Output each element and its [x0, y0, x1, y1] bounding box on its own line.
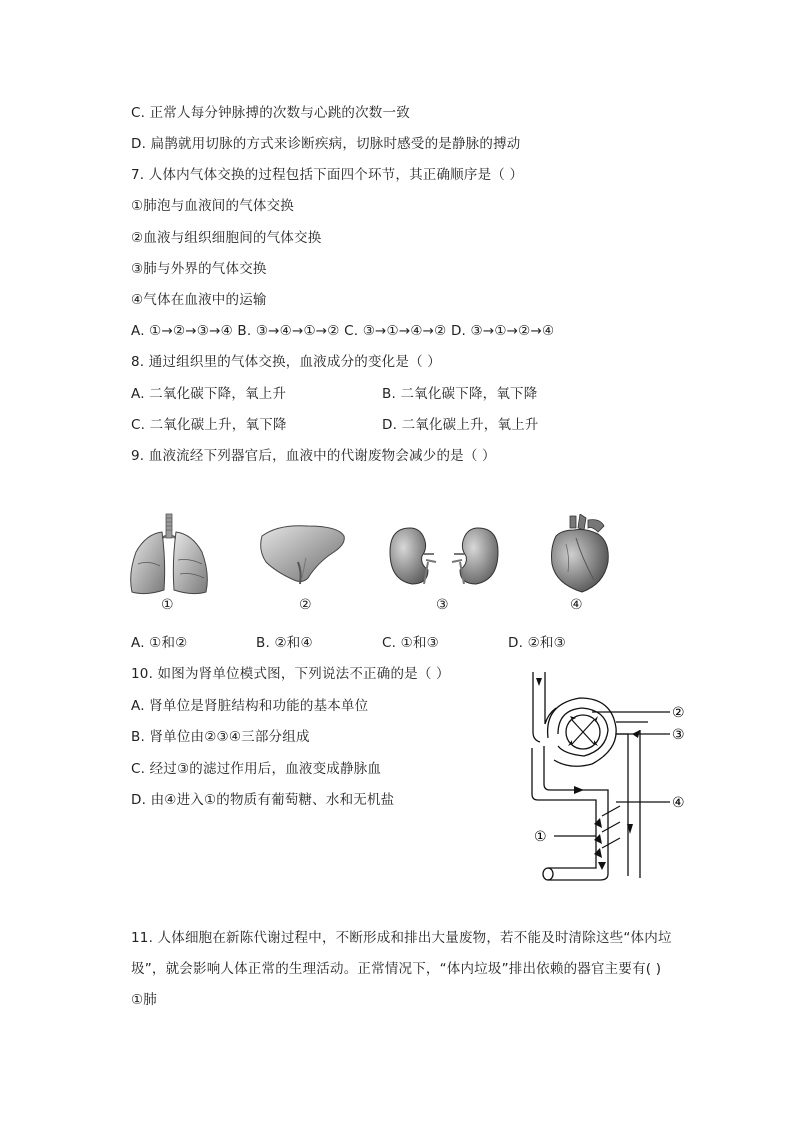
organ-label-3: ③ [436, 597, 449, 613]
nephron-label-4: ④ [672, 795, 685, 811]
q8-option-a: A. 二氧化碳下降，氧上升 [131, 386, 287, 402]
nephron-label-2: ② [672, 705, 685, 721]
q9-option-d: D. ②和③ [508, 635, 566, 651]
q9-option-a: A. ①和② [131, 635, 188, 651]
q8-option-c: C. 二氧化碳上升，氧下降 [131, 417, 287, 433]
nephron-label-1: ① [534, 829, 547, 845]
q9-option-b: B. ②和④ [256, 635, 313, 651]
q10-option-b: B. 肾单位由②③④三部分组成 [131, 729, 310, 745]
q11-stem-line1: 11. 人体细胞在新陈代谢过程中，不断形成和排出大量废物，若不能及时清除这些“体内垃 [131, 930, 672, 946]
q11-item-1: ①肺 [131, 992, 158, 1008]
lungs-icon [126, 512, 212, 596]
q11-stem-line2: 圾”，就会影响人体正常的生理活动。正常情况下，“体内垃圾”排出依赖的器官主要有( ) [131, 961, 662, 977]
q10-option-d: D. 由④进入①的物质有葡萄糖、水和无机盐 [131, 792, 395, 808]
q10-stem: 10. 如图为肾单位模式图，下列说法不正确的是（ ） [131, 666, 450, 682]
nephron-label-3: ③ [672, 727, 685, 743]
kidneys-icon [388, 524, 500, 590]
heart-icon [546, 514, 612, 594]
q7-options: A. ①→②→③→④ B. ③→④→①→② C. ③→①→④→② D. ③→①→②→④ [131, 323, 555, 339]
q9-option-c: C. ①和③ [382, 635, 439, 651]
q7-item-1: ①肺泡与血液间的气体交换 [131, 198, 295, 214]
organ-label-4: ④ [570, 597, 583, 613]
q8-option-b: B. 二氧化碳下降，氧下降 [382, 386, 538, 402]
q6-option-c: C. 正常人每分钟脉搏的次数与心跳的次数一致 [131, 105, 410, 121]
organ-label-1: ① [161, 597, 174, 613]
q6-option-d: D. 扁鹊就用切脉的方式来诊断疾病，切脉时感受的是静脉的搏动 [131, 136, 521, 152]
q10-option-a: A. 肾单位是肾脏结构和功能的基本单位 [131, 698, 369, 714]
q7-item-3: ③肺与外界的气体交换 [131, 261, 267, 277]
q8-stem: 8. 通过组织里的气体交换，血液成分的变化是（ ） [131, 354, 441, 370]
nephron-diagram [520, 664, 700, 890]
liver-icon [258, 522, 348, 588]
q7-stem: 7. 人体内气体交换的过程包括下面四个环节，其正确顺序是（ ） [131, 167, 524, 183]
q7-item-4: ④气体在血液中的运输 [131, 292, 267, 308]
q7-item-2: ②血液与组织细胞间的气体交换 [131, 230, 322, 246]
q9-stem: 9. 血液流经下列器官后，血液中的代谢废物会减少的是（ ） [131, 448, 496, 464]
q8-option-d: D. 二氧化碳上升，氧上升 [382, 417, 539, 433]
organ-label-2: ② [299, 597, 312, 613]
q10-option-c: C. 经过③的滤过作用后，血液变成静脉血 [131, 761, 382, 777]
